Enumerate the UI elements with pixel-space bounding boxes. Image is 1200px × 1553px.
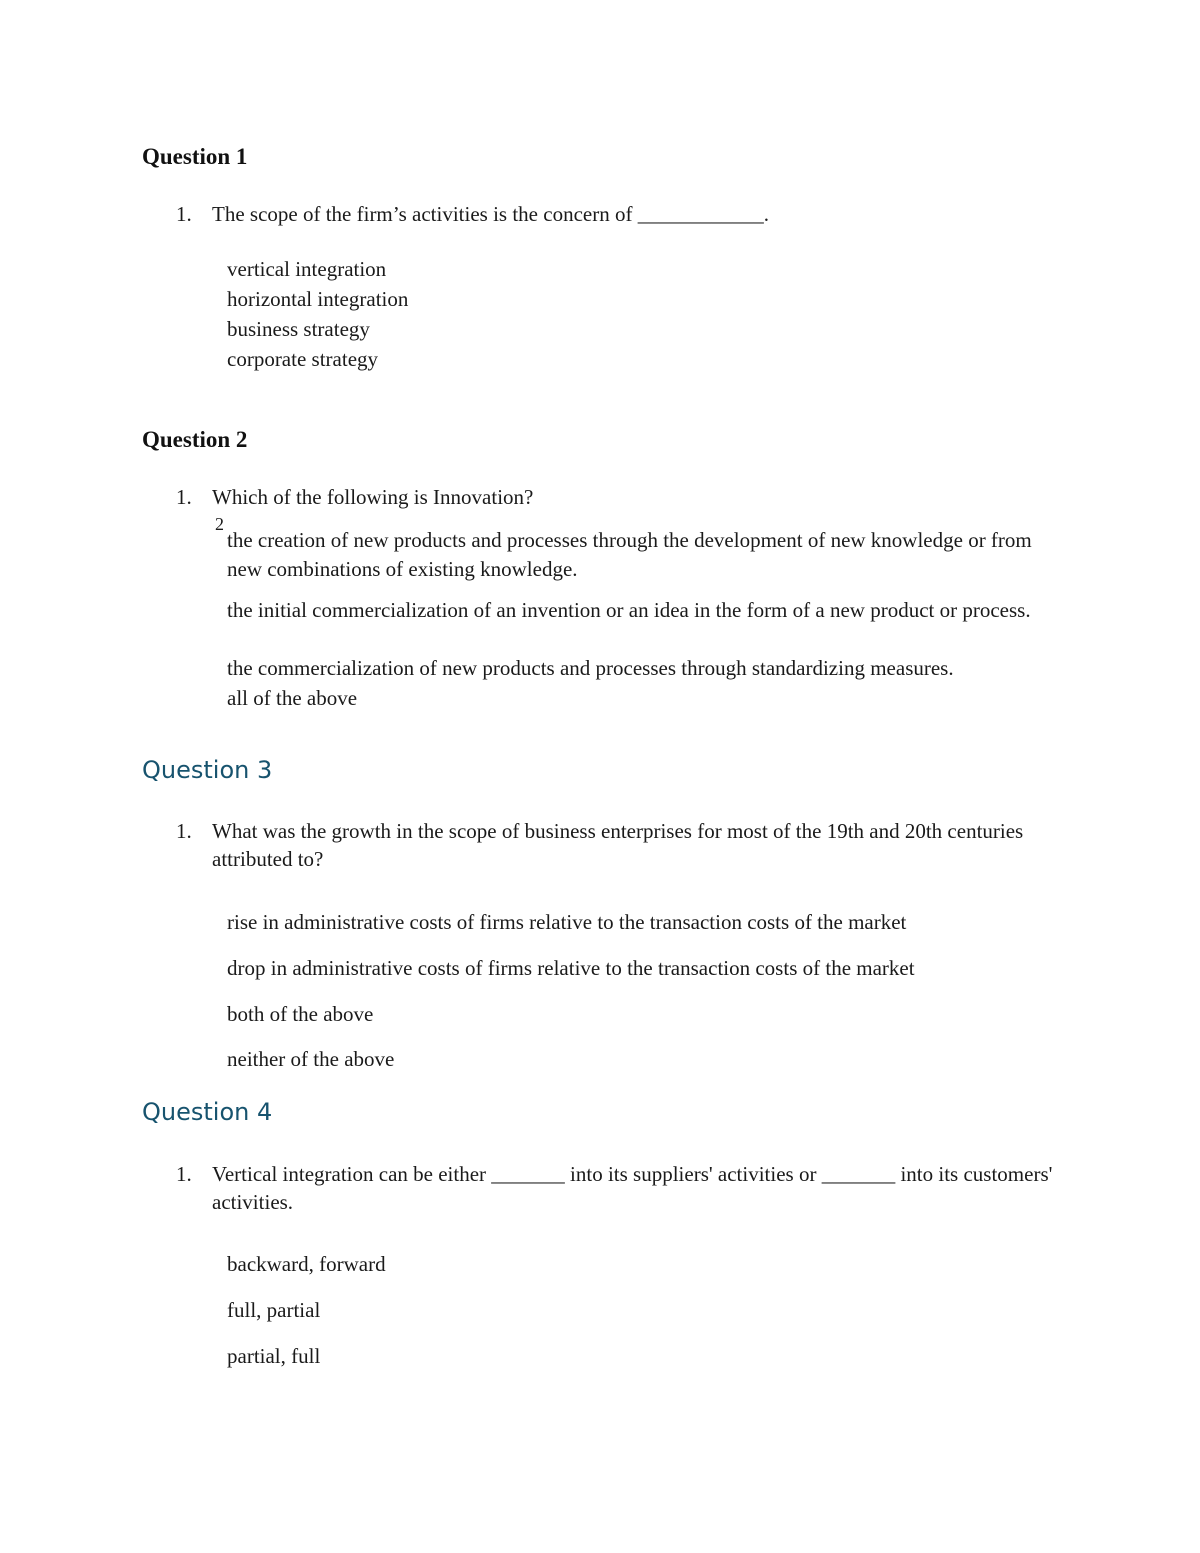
answer-option: the initial commercialization of an invention or an idea in the form of a new product or process. — [227, 598, 1031, 622]
question-stem: Which of the following is Innovation? — [212, 485, 534, 509]
question-heading: Question 3 — [142, 756, 273, 784]
answer-option: corporate strategy — [227, 347, 379, 371]
question-heading: Question 2 — [142, 427, 248, 452]
answer-option: partial, full — [227, 1344, 321, 1368]
answer-option: both of the above — [227, 1002, 374, 1026]
answer-option: drop in administrative costs of firms relative to the transaction costs of the market — [227, 956, 915, 980]
question-heading: Question 4 — [142, 1098, 273, 1126]
answer-option: horizontal integration — [227, 287, 409, 311]
superscript-marker: 2 — [215, 514, 224, 534]
question-number: 1. — [176, 1162, 192, 1186]
question-number: 1. — [176, 202, 192, 226]
question-stem: Vertical integration can be either _______ into its suppliers' activities or _______ into its customers' activities. — [212, 1162, 1053, 1214]
answer-option: the commercialization of new products and processes through standardizing measures. — [227, 656, 954, 680]
answer-option: full, partial — [227, 1298, 321, 1322]
question-stem: The scope of the firm’s activities is the concern of ____________. — [212, 202, 769, 226]
answer-option: vertical integration — [227, 257, 387, 281]
answer-option: business strategy — [227, 317, 370, 341]
answer-option: backward, forward — [227, 1252, 386, 1276]
answer-option: rise in administrative costs of firms relative to the transaction costs of the market — [227, 910, 907, 934]
answer-option: all of the above — [227, 686, 358, 710]
answer-option: neither of the above — [227, 1047, 395, 1071]
question-number: 1. — [176, 819, 192, 843]
question-number: 1. — [176, 485, 192, 509]
question-heading: Question 1 — [142, 144, 248, 169]
question-stem: What was the growth in the scope of business enterprises for most of the 19th and 20th centuries attributed to? — [212, 819, 1024, 871]
answer-option: the creation of new products and processes through the development of new knowledge or from new combinations of existing knowledge. — [227, 528, 1032, 581]
